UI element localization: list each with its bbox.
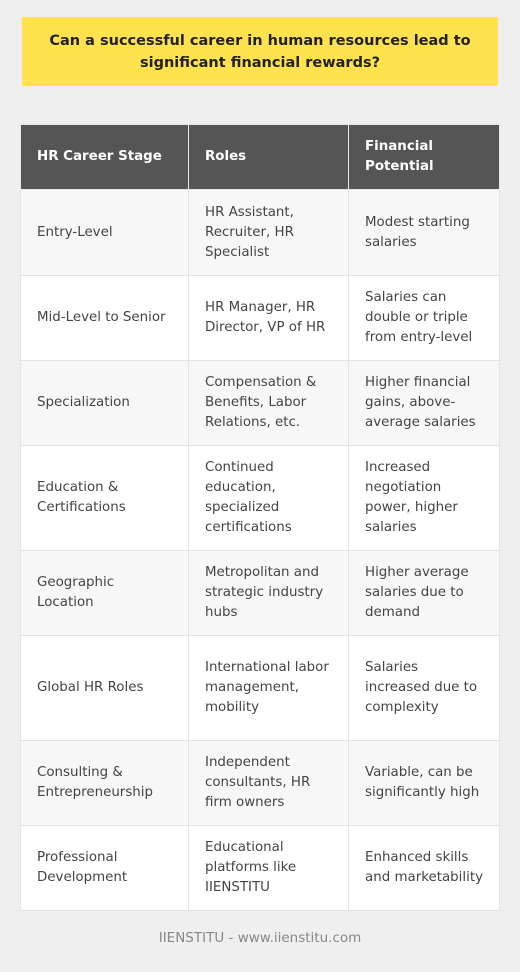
cell-career-stage: Mid-Level to Senior xyxy=(21,276,189,361)
cell-career-stage: Specialization xyxy=(21,361,189,446)
cell-roles: HR Assistant, Recruiter, HR Specialist xyxy=(189,190,349,276)
cell-financial-potential: Higher financial gains, above-average salaries xyxy=(349,361,500,446)
footer-credit: IIENSTITU - www.iienstitu.com xyxy=(158,930,362,946)
cell-career-stage: Geographic Location xyxy=(21,551,189,636)
page-title: Can a successful career in human resources lead to significant financial rewards? xyxy=(49,32,471,71)
table-row xyxy=(21,276,500,361)
cell-career-stage: Entry-Level xyxy=(21,190,189,276)
table-row xyxy=(21,551,500,636)
cell-financial-potential: Salaries can double or triple from entry-level xyxy=(349,276,500,361)
cell-career-stage: Education & Certifications xyxy=(21,446,189,551)
cell-financial-potential: Enhanced skills and marketability xyxy=(349,826,500,911)
header-career-stage: HR Career Stage xyxy=(21,125,189,190)
cell-career-stage: Consulting & Entrepreneurship xyxy=(21,741,189,826)
table-header-row xyxy=(21,125,500,190)
cell-roles: Educational platforms like IIENSTITU xyxy=(189,826,349,911)
header-financial-potential: Financial Potential xyxy=(349,125,500,190)
cell-roles: Continued education, specialized certifications xyxy=(189,446,349,551)
cell-financial-potential: Higher average salaries due to demand xyxy=(349,551,500,636)
table-row xyxy=(21,190,500,276)
cell-financial-potential: Modest starting salaries xyxy=(349,190,500,276)
header-roles: Roles xyxy=(189,125,349,190)
cell-roles: Metropolitan and strategic industry hubs xyxy=(189,551,349,636)
hr-career-table xyxy=(20,124,500,911)
cell-roles: Independent consultants, HR firm owners xyxy=(189,741,349,826)
table-row xyxy=(21,361,500,446)
table-row xyxy=(21,636,500,741)
cell-career-stage: Professional Development xyxy=(21,826,189,911)
cell-financial-potential: Variable, can be significantly high xyxy=(349,741,500,826)
cell-career-stage: Global HR Roles xyxy=(21,636,189,741)
table-row xyxy=(21,826,500,911)
table-row xyxy=(21,741,500,826)
table-row xyxy=(21,446,500,551)
cell-roles: HR Manager, HR Director, VP of HR xyxy=(189,276,349,361)
title-banner xyxy=(22,17,498,86)
cell-financial-potential: Salaries increased due to complexity xyxy=(349,636,500,741)
cell-roles: International labor management, mobility xyxy=(189,636,349,741)
cell-roles: Compensation & Benefits, Labor Relations, etc. xyxy=(189,361,349,446)
cell-financial-potential: Increased negotiation power, higher salaries xyxy=(349,446,500,551)
